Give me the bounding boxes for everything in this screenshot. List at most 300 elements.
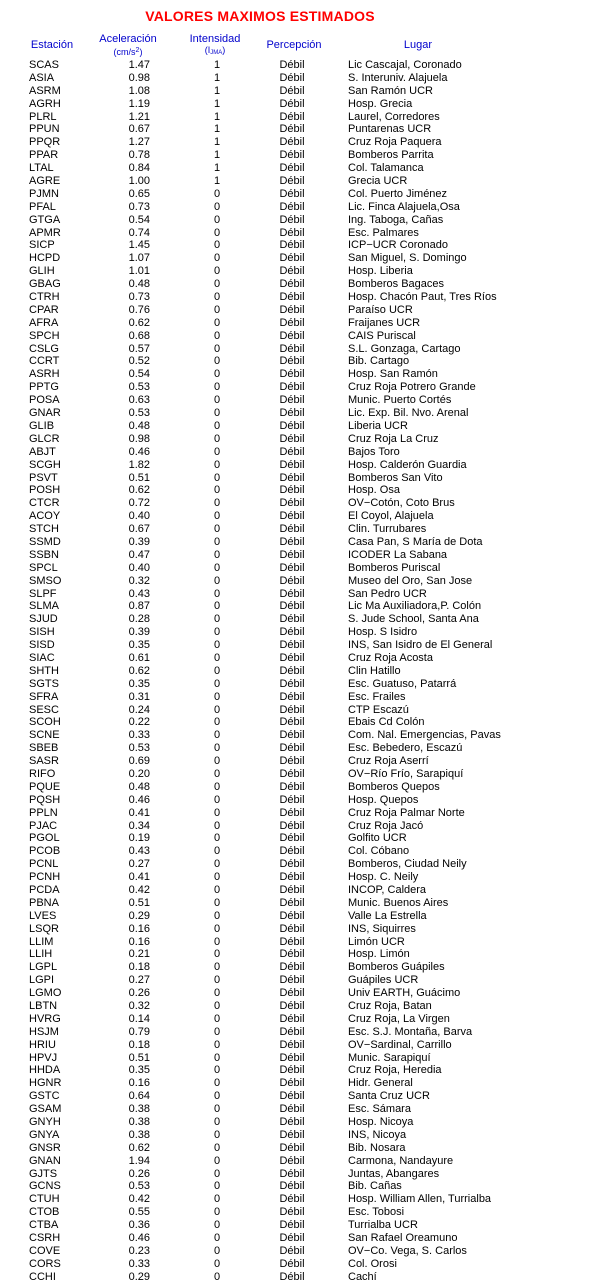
- perception-value: Débil: [279, 1232, 305, 1245]
- station-code: CCRT: [29, 355, 60, 368]
- acceleration-value: 0.46: [128, 445, 150, 458]
- station-code: CSLG: [29, 342, 59, 355]
- acceleration-value: 0.38: [128, 1128, 150, 1141]
- location-name: Juntas, Abangares: [348, 1167, 440, 1180]
- location-name: INCOP, Caldera: [348, 884, 427, 896]
- station-code: CSRH: [29, 1232, 61, 1245]
- intensity-value: 0: [213, 497, 221, 510]
- perception-value: Débil: [279, 858, 305, 871]
- location-name: INS, Nicoya: [348, 1128, 407, 1141]
- perception-value: Débil: [279, 626, 305, 639]
- table-row: [0, 459, 590, 472]
- table-row: [0, 536, 590, 549]
- header-intensidad-label: Intensidad: [189, 33, 241, 45]
- intensity-value: 0: [213, 200, 221, 213]
- station-code: LLIM: [29, 935, 54, 948]
- perception-value: Débil: [279, 1038, 305, 1051]
- acceleration-value: 0.38: [128, 1103, 150, 1116]
- intensity-value: 0: [213, 742, 221, 755]
- station-code: SSMD: [29, 535, 61, 548]
- location-name: CAIS Puriscal: [348, 329, 416, 342]
- station-code: CORS: [29, 1257, 61, 1270]
- perception-value: Débil: [279, 1180, 305, 1193]
- location-name: Esc. S.J. Montaña, Barva: [348, 1025, 473, 1038]
- location-name: Bomberos San Vito: [348, 471, 443, 484]
- station-code: COVE: [29, 1244, 61, 1257]
- perception-value: Débil: [279, 368, 305, 381]
- acceleration-value: 0.36: [128, 1219, 150, 1232]
- table-row: [0, 59, 590, 72]
- perception-value: Débil: [279, 1270, 305, 1283]
- table-row: [0, 1168, 590, 1181]
- table-row: [0, 149, 590, 162]
- perception-value: Débil: [279, 1257, 305, 1270]
- perception-value: Débil: [279, 1167, 305, 1180]
- perception-value: Débil: [279, 175, 305, 188]
- intensity-value: 0: [213, 613, 221, 626]
- header-aceleracion-unit: $(cm/s^2)$: [113, 47, 143, 57]
- acceleration-value: 0.47: [128, 548, 150, 561]
- acceleration-value: 0.73: [128, 291, 150, 304]
- intensity-value: 0: [213, 755, 221, 768]
- acceleration-value: 0.51: [128, 896, 150, 909]
- location-name: Hosp. William Allen, Turrialba: [348, 1193, 492, 1206]
- intensity-value: 0: [213, 355, 221, 368]
- station-code: SCGH: [29, 458, 61, 471]
- perception-value: Débil: [279, 316, 305, 329]
- intensity-value: 0: [213, 1000, 221, 1013]
- intensity-value: 0: [213, 858, 221, 871]
- acceleration-value: 0.27: [128, 974, 150, 987]
- table-row: [0, 472, 590, 485]
- acceleration-value: 0.55: [128, 1206, 150, 1219]
- intensity-value: 0: [213, 1180, 221, 1193]
- table-row: [0, 936, 590, 949]
- station-code: CTUH: [29, 1193, 60, 1206]
- table-row: [0, 858, 590, 871]
- intensity-value: 0: [213, 1244, 221, 1257]
- acceleration-value: 0.31: [128, 690, 150, 703]
- location-name: Col. Talamanca: [348, 162, 424, 175]
- table-row: [0, 948, 590, 961]
- station-code: GNAR: [29, 407, 61, 420]
- location-name: Ebais Cd Colón: [348, 716, 425, 729]
- perception-value: Débil: [279, 445, 305, 458]
- location-name: Munic. Sarapiquí: [348, 1051, 431, 1064]
- perception-value: Débil: [279, 407, 305, 420]
- acceleration-value: 0.46: [128, 793, 150, 806]
- station-code: HVRG: [29, 1012, 61, 1025]
- location-name: Col. Puerto Jiménez: [348, 187, 448, 200]
- location-name: Cruz Roja, Heredia: [348, 1064, 442, 1077]
- intensity-value: 0: [213, 329, 221, 342]
- perception-value: Débil: [279, 510, 305, 523]
- station-code: LBTN: [29, 1000, 58, 1013]
- intensity-value: 0: [213, 445, 221, 458]
- station-code: APMR: [29, 226, 61, 239]
- location-name: Puntarenas UCR: [348, 123, 432, 136]
- acceleration-value: 0.84: [128, 162, 150, 175]
- table-row: [0, 665, 590, 678]
- intensity-value: 0: [213, 664, 221, 677]
- station-code: GNYA: [29, 1128, 60, 1141]
- table-row: [0, 1116, 590, 1129]
- location-name: San Ramón UCR: [348, 84, 433, 97]
- table-row: [0, 188, 590, 201]
- location-name: Fraijanes UCR: [348, 316, 421, 329]
- acceleration-value: 0.68: [128, 329, 150, 342]
- acceleration-value: 1.82: [128, 458, 150, 471]
- acceleration-value: 1.01: [128, 265, 150, 278]
- location-name: INS, San Isidro de El General: [348, 639, 493, 652]
- station-code: PFAL: [29, 200, 56, 213]
- location-name: Hosp. Liberia: [348, 265, 413, 278]
- location-name: San Miguel, S. Domingo: [348, 252, 467, 265]
- intensity-value: 0: [213, 1012, 221, 1025]
- acceleration-value: 0.27: [128, 858, 150, 871]
- table-row: [0, 652, 590, 665]
- header-aceleracion: [88, 34, 168, 58]
- station-code: HGNR: [29, 1077, 62, 1090]
- table-row: [0, 98, 590, 111]
- table-row: [0, 510, 590, 523]
- intensity-value: 0: [213, 239, 221, 252]
- perception-value: Débil: [279, 935, 305, 948]
- station-code: GSTC: [29, 1090, 60, 1103]
- acceleration-value: 0.16: [128, 935, 150, 948]
- intensity-value: 0: [213, 922, 221, 935]
- table-row: [0, 1206, 590, 1219]
- intensity-value: 0: [213, 407, 221, 420]
- station-code: SCOH: [29, 716, 61, 729]
- intensity-value: 0: [213, 432, 221, 445]
- acceleration-value: 0.28: [128, 613, 150, 626]
- table-row: [0, 781, 590, 794]
- intensity-value: 0: [213, 884, 221, 896]
- acceleration-value: 0.54: [128, 213, 150, 226]
- perception-value: Débil: [279, 97, 305, 110]
- table-row: [0, 1000, 590, 1013]
- station-table: [0, 59, 590, 1284]
- acceleration-value: 1.27: [128, 136, 150, 149]
- intensity-value: 0: [213, 342, 221, 355]
- acceleration-value: 0.79: [128, 1025, 150, 1038]
- table-row: [0, 768, 590, 781]
- station-code: PCNL: [29, 858, 59, 871]
- acceleration-value: 0.42: [128, 1193, 150, 1206]
- table-row: [0, 549, 590, 562]
- acceleration-value: 0.21: [128, 948, 150, 961]
- intensity-value: 1: [213, 84, 221, 97]
- perception-value: Débil: [279, 1051, 305, 1064]
- intensity-value: 0: [213, 793, 221, 806]
- acceleration-value: 0.18: [128, 961, 150, 974]
- location-name: Lic Cascajal, Coronado: [348, 59, 462, 71]
- station-code: ACOY: [29, 510, 61, 523]
- location-name: OV−Co. Vega, S. Carlos: [348, 1244, 467, 1257]
- location-name: Munic. Buenos Aires: [348, 896, 449, 909]
- location-name: Hosp. Nicoya: [348, 1116, 414, 1129]
- perception-value: Débil: [279, 1219, 305, 1232]
- acceleration-value: 0.22: [128, 716, 150, 729]
- table-row: [0, 1090, 590, 1103]
- intensity-value: 0: [213, 871, 221, 884]
- location-name: Bib. Nosara: [348, 1141, 406, 1154]
- location-name: INS, Siquirres: [348, 922, 416, 935]
- acceleration-value: 0.78: [128, 149, 150, 162]
- perception-value: Débil: [279, 742, 305, 755]
- location-name: Hosp. Grecia: [348, 97, 413, 110]
- acceleration-value: 0.69: [128, 755, 150, 768]
- header-percepcion: [256, 40, 332, 51]
- table-row: [0, 1271, 590, 1284]
- intensity-value: 0: [213, 1103, 221, 1116]
- station-code: HPVJ: [29, 1051, 58, 1064]
- station-code: HSJM: [29, 1025, 59, 1038]
- table-row: [0, 1193, 590, 1206]
- intensity-value: 0: [213, 1128, 221, 1141]
- table-row: [0, 923, 590, 936]
- table-row: [0, 729, 590, 742]
- perception-value: Débil: [279, 651, 305, 664]
- table-row: [0, 600, 590, 613]
- perception-value: Débil: [279, 677, 305, 690]
- perception-value: Débil: [279, 394, 305, 407]
- table-row: [0, 794, 590, 807]
- station-code: PSVT: [29, 471, 58, 484]
- acceleration-value: 0.98: [128, 432, 150, 445]
- intensity-value: 0: [213, 484, 221, 497]
- intensity-value: 0: [213, 1025, 221, 1038]
- intensity-value: 1: [213, 123, 221, 136]
- station-code: HCPD: [29, 252, 61, 265]
- intensity-value: 1: [213, 71, 221, 84]
- table-row: [0, 871, 590, 884]
- station-code: PPUN: [29, 123, 60, 136]
- acceleration-value: 0.41: [128, 806, 150, 819]
- intensity-value: 0: [213, 1077, 221, 1090]
- location-name: Bomberos Quepos: [348, 780, 440, 793]
- intensity-value: 0: [213, 1270, 221, 1283]
- perception-value: Débil: [279, 187, 305, 200]
- table-row: [0, 278, 590, 291]
- intensity-value: 1: [213, 97, 221, 110]
- station-code: SICP: [29, 239, 55, 252]
- station-code: SISD: [29, 639, 55, 652]
- station-code: GCNS: [29, 1180, 61, 1193]
- station-code: PCOB: [29, 845, 61, 858]
- perception-value: Débil: [279, 291, 305, 304]
- location-name: Esc. Guatuso, Patarrá: [348, 677, 457, 690]
- acceleration-value: 0.48: [128, 780, 150, 793]
- station-code: RIFO: [29, 767, 56, 780]
- intensity-value: 0: [213, 1064, 221, 1077]
- intensity-value: 1: [213, 136, 221, 149]
- table-row: [0, 1103, 590, 1116]
- perception-value: Débil: [279, 1077, 305, 1090]
- perception-value: Débil: [279, 1206, 305, 1219]
- station-code: PQSH: [29, 793, 61, 806]
- acceleration-value: 1.45: [128, 239, 150, 252]
- perception-value: Débil: [279, 639, 305, 652]
- location-name: Hosp. San Ramón: [348, 368, 438, 381]
- location-name: Esc. Tobosi: [348, 1206, 405, 1219]
- perception-value: Débil: [279, 59, 305, 71]
- location-name: S. Interuniv. Alajuela: [348, 71, 448, 84]
- location-name: Bomberos Bagaces: [348, 278, 444, 291]
- intensity-value: 0: [213, 935, 221, 948]
- intensity-value: 0: [213, 316, 221, 329]
- perception-value: Débil: [279, 922, 305, 935]
- location-name: Guápiles UCR: [348, 974, 419, 987]
- location-name: Esc. Sámara: [348, 1103, 411, 1116]
- table-row: [0, 291, 590, 304]
- intensity-value: 0: [213, 265, 221, 278]
- location-name: Bomberos, Ciudad Neily: [348, 858, 467, 871]
- header-aceleracion-label: Aceleración: [99, 33, 157, 45]
- location-name: Lic Ma Auxiliadora,P. Colón: [348, 600, 482, 613]
- table-row: [0, 678, 590, 691]
- perception-value: Débil: [279, 845, 305, 858]
- station-code: PJMN: [29, 187, 59, 200]
- location-name: Col. Cóbano: [348, 845, 410, 858]
- intensity-value: 0: [213, 458, 221, 471]
- intensity-value: 0: [213, 535, 221, 548]
- location-name: Valle La Estrella: [348, 909, 427, 922]
- station-code: LLIH: [29, 948, 53, 961]
- acceleration-value: 0.40: [128, 561, 150, 574]
- location-name: Hosp. C. Neily: [348, 871, 419, 884]
- location-name: Hosp. S Isidro: [348, 626, 418, 639]
- intensity-value: 0: [213, 574, 221, 587]
- acceleration-value: 0.53: [128, 1180, 150, 1193]
- perception-value: Débil: [279, 613, 305, 626]
- perception-value: Débil: [279, 162, 305, 175]
- intensity-value: 0: [213, 806, 221, 819]
- perception-value: Débil: [279, 948, 305, 961]
- table-row: [0, 1219, 590, 1232]
- acceleration-value: 0.48: [128, 278, 150, 291]
- intensity-value: 0: [213, 510, 221, 523]
- perception-value: Débil: [279, 265, 305, 278]
- perception-value: Débil: [279, 523, 305, 536]
- table-row: [0, 317, 590, 330]
- table-row: [0, 1039, 590, 1052]
- perception-value: Débil: [279, 871, 305, 884]
- acceleration-value: 0.18: [128, 1038, 150, 1051]
- table-row: [0, 433, 590, 446]
- location-name: Liberia UCR: [348, 419, 408, 432]
- perception-value: Débil: [279, 484, 305, 497]
- perception-value: Débil: [279, 110, 305, 123]
- station-code: ASRH: [29, 368, 60, 381]
- intensity-value: 0: [213, 909, 221, 922]
- station-code: SCAS: [29, 59, 59, 71]
- table-row: [0, 1052, 590, 1065]
- station-code: LGPI: [29, 974, 55, 987]
- perception-value: Débil: [279, 1012, 305, 1025]
- acceleration-value: 0.65: [128, 187, 150, 200]
- station-code: SPCH: [29, 329, 60, 342]
- acceleration-value: 1.47: [128, 59, 150, 71]
- header-intensidad-unit: $(I_{JMA})$: [204, 45, 226, 56]
- table-row: [0, 562, 590, 575]
- location-name: Clin Hatillo: [348, 664, 401, 677]
- acceleration-value: 0.53: [128, 407, 150, 420]
- perception-value: Débil: [279, 1090, 305, 1103]
- location-name: Lic. Exp. Bil. Nvo. Arenal: [348, 407, 469, 420]
- table-row: [0, 755, 590, 768]
- location-name: Esc. Bebedero, Escazú: [348, 742, 463, 755]
- perception-value: Débil: [279, 84, 305, 97]
- station-code: SISH: [29, 626, 55, 639]
- acceleration-value: 0.23: [128, 1244, 150, 1257]
- table-row: [0, 407, 590, 420]
- station-code: SLMA: [29, 600, 59, 613]
- intensity-value: 0: [213, 523, 221, 536]
- location-name: Esc. Palmares: [348, 226, 419, 239]
- station-code: GNYH: [29, 1116, 61, 1129]
- perception-value: Débil: [279, 278, 305, 291]
- station-code: GSAM: [29, 1103, 62, 1116]
- perception-value: Débil: [279, 432, 305, 445]
- intensity-value: 0: [213, 303, 221, 316]
- location-name: Paraíso UCR: [348, 303, 413, 316]
- acceleration-value: 0.33: [128, 1257, 150, 1270]
- perception-value: Débil: [279, 535, 305, 548]
- acceleration-value: 0.39: [128, 535, 150, 548]
- table-row: [0, 820, 590, 833]
- station-code: GLIH: [29, 265, 55, 278]
- station-code: HHDA: [29, 1064, 61, 1077]
- table-row: [0, 987, 590, 1000]
- intensity-value: 1: [213, 162, 221, 175]
- acceleration-value: 0.38: [128, 1116, 150, 1129]
- intensity-value: 0: [213, 1116, 221, 1129]
- intensity-value: 0: [213, 1141, 221, 1154]
- acceleration-value: 0.19: [128, 832, 150, 845]
- location-name: Turrialba UCR: [348, 1219, 418, 1232]
- table-row: [0, 201, 590, 214]
- header-lugar-label: Lugar: [403, 39, 433, 51]
- acceleration-value: 0.73: [128, 200, 150, 213]
- location-name: Clin. Turrubares: [348, 523, 427, 536]
- table-row: [0, 884, 590, 897]
- acceleration-value: 0.67: [128, 123, 150, 136]
- station-code: SPCL: [29, 561, 58, 574]
- location-name: ICP−UCR Coronado: [348, 239, 448, 252]
- table-row: [0, 1064, 590, 1077]
- perception-value: Débil: [279, 767, 305, 780]
- location-name: Bomberos Parrita: [348, 149, 434, 162]
- acceleration-value: 0.53: [128, 381, 150, 394]
- perception-value: Débil: [279, 1000, 305, 1013]
- location-name: Cruz Roja Jacó: [348, 819, 424, 832]
- acceleration-value: 0.32: [128, 574, 150, 587]
- perception-value: Débil: [279, 213, 305, 226]
- station-code: POSH: [29, 484, 61, 497]
- table-row: [0, 111, 590, 124]
- table-row: [0, 1155, 590, 1168]
- station-code: SFRA: [29, 690, 59, 703]
- intensity-value: 0: [213, 278, 221, 291]
- table-row: [0, 613, 590, 626]
- station-code: LGMO: [29, 987, 62, 1000]
- station-code: PGOL: [29, 832, 60, 845]
- intensity-value: 0: [213, 394, 221, 407]
- table-row: [0, 330, 590, 343]
- station-code: PBNA: [29, 896, 59, 909]
